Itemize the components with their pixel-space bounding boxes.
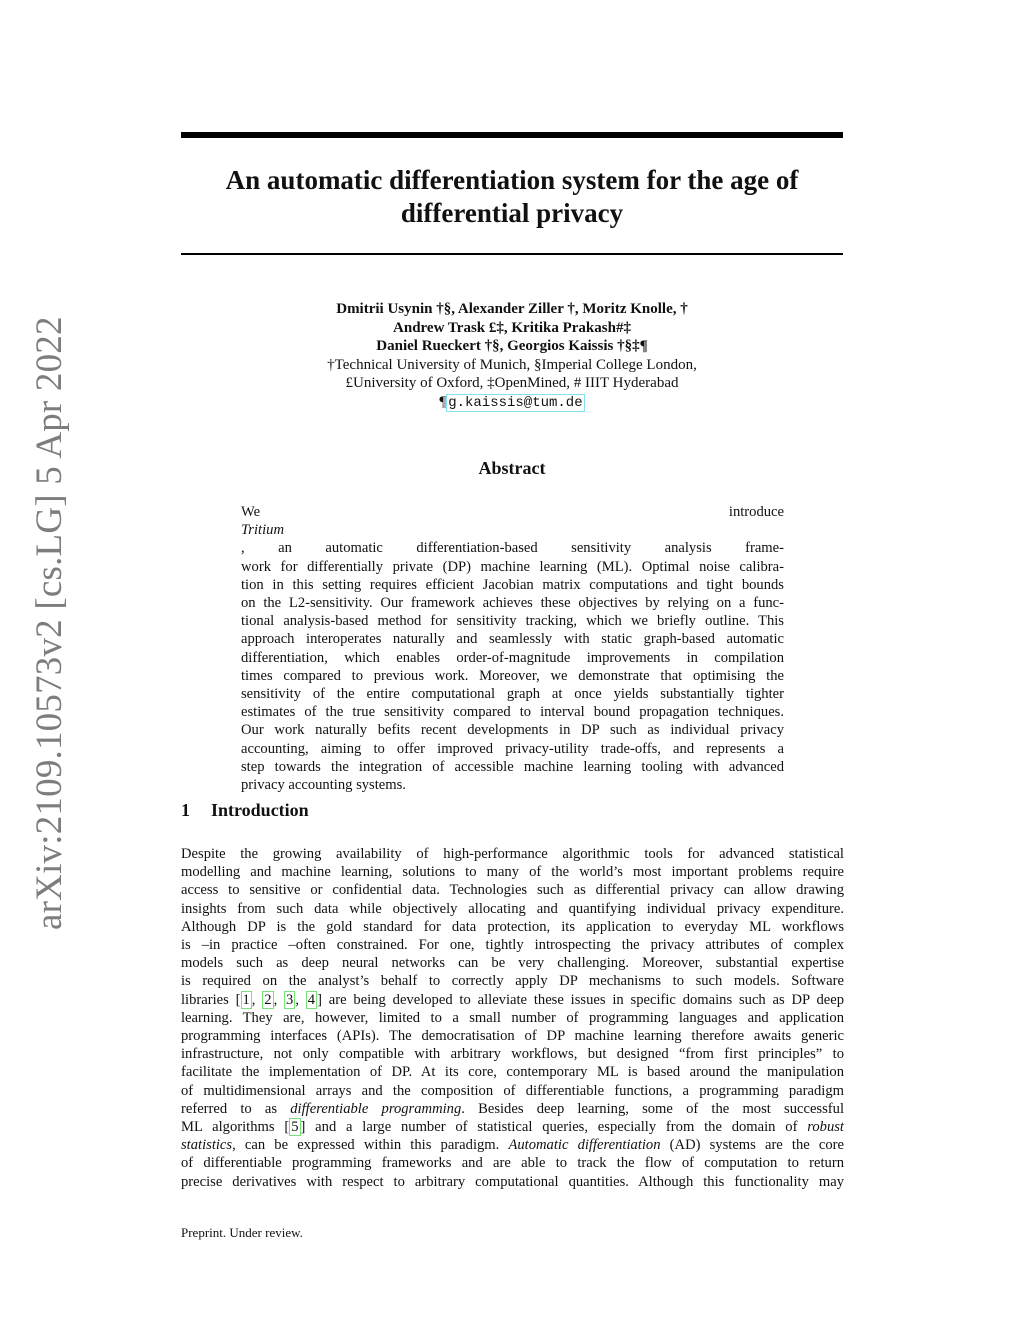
abstract-line: Our work naturally befits recent developments in DP such as individual privacy	[241, 722, 784, 739]
email-line	[181, 393, 843, 413]
abstract-line: sensitivity of the entire computational graph at once yields substantially tighter	[241, 686, 784, 703]
email-link[interactable]: g.kaissis@tum.de	[448, 394, 583, 411]
body-line: access to sensitive or confidential data. Technologies such as differential privacy can allow drawing	[181, 882, 844, 899]
abstract-line: work for differentially private (DP) machine learning (ML). Optimal noise calibra-	[241, 558, 784, 575]
citation-link[interactable]: 4	[307, 991, 316, 1008]
body-line: libraries [ 1 , 2 , 3 , 4 ] are being developed to alleviate these issues in specific domains such as DP deep	[181, 991, 845, 1008]
body-line	[181, 1118, 844, 1136]
citation-link[interactable]: 5	[291, 1119, 299, 1136]
body-line: facilitate the implementation of DP. At its core, contemporary ML is based around the manipulation	[181, 1064, 844, 1081]
text-fragment: ] are being developed to alleviate these issues in specific domains such as DP deep	[317, 991, 845, 1008]
body-line: of multidimensional arrays and the composition of differentiable functions, a programming paradigm	[181, 1082, 844, 1099]
body-line: of differentiable programming frameworks and are able to track the flow of computation to return	[181, 1155, 844, 1172]
affiliation-line: £University of Oxford, ‡OpenMined, # IIIT Hyderabad	[345, 375, 679, 392]
abstract-text-fragment: , an automatic differentiation-based sensitivity analysis frame-	[241, 540, 784, 557]
body-line: programming interfaces (APIs). The democratisation of DP machine learning therefore awaits generic	[181, 1028, 844, 1045]
text-fragment: referred to as	[181, 1100, 291, 1117]
affiliation-line: †Technical University of Munich, §Imperial College London,	[327, 356, 697, 373]
body-line: models such as deep neural networks can be very challenging. Moreover, substantial expertise	[181, 955, 844, 972]
author-line: Dmitrii Usynin †§, Alexander Ziller †, Moritz Knolle, †	[336, 301, 688, 317]
title-line: An automatic differentiation system for the age of	[225, 165, 799, 195]
body-line	[181, 1136, 844, 1154]
email-prefix: ¶	[439, 393, 447, 410]
author-line: Andrew Trask £‡, Kritika Prakash#‡	[393, 319, 631, 336]
body-line: Despite the growing availability of high-performance algorithmic tools for advanced statistical	[181, 846, 844, 862]
abstract-line: accounting, aiming to offer improved privacy-utility trade-offs, and represents a	[241, 740, 784, 757]
abstract-line: differentiation, which enables order-of-magnitude improvements in compilation	[241, 649, 784, 666]
emphasis: robust	[807, 1119, 844, 1136]
abstract-heading: Abstract	[478, 458, 546, 478]
arxiv-sidebar-stamp: arXiv:2109.10573v2 [cs.LG] 5 Apr 2022	[29, 316, 70, 930]
body-line	[181, 1100, 844, 1118]
section-number: 1	[181, 800, 190, 820]
body-line: precise derivatives with respect to arbitrary computational quantities. Although this functionality may	[181, 1173, 844, 1190]
emphasis: Automatic differentiation	[508, 1137, 661, 1154]
citation-link[interactable]: 1	[242, 991, 250, 1008]
body-line: modelling and machine learning, solutions to many of the world’s most important problems require	[181, 864, 844, 881]
citation-link[interactable]: 3	[286, 991, 294, 1008]
footer-note: Preprint. Under review.	[181, 1225, 303, 1240]
abstract-line: step towards the integration of accessible machine learning tooling with advanced	[241, 758, 784, 775]
emphasis: statistics	[181, 1137, 233, 1154]
section-title: Introduction	[211, 800, 309, 820]
text-fragment: libraries [	[181, 991, 241, 1008]
text-fragment: . Besides deep learning, some of the most successful	[461, 1100, 844, 1117]
body-line: infrastructure, not only compatible with arbitrary workflows, but designed “from first principles” to	[181, 1046, 844, 1063]
abstract-line: tional analysis-based method for sensitivity tracking, which we briefly outline. This	[241, 613, 784, 630]
abstract-text	[241, 503, 784, 794]
text-fragment: ] and a large number of statistical queries, especially from the domain of	[300, 1119, 808, 1136]
body-line: is required on the analyst’s behalf to correctly apply DP mechanisms to such models. Software	[181, 973, 844, 990]
body-text	[181, 845, 844, 1191]
abstract-line: on the L2-sensitivity. Our framework achieves these objectives by relying on a func-	[241, 595, 784, 612]
text-fragment: , can be expressed within this paradigm.	[232, 1137, 509, 1154]
abstract-line: times compared to previous work. Moreover, we demonstrate that optimising the	[241, 667, 784, 684]
abstract-line: approach interoperates naturally and seamlessly with static graph-based automatic	[241, 631, 784, 648]
citation-link[interactable]: 2	[264, 991, 272, 1008]
body-line: insights from such data while objectively allocating and quantifying individual privacy expenditure.	[181, 900, 844, 917]
body-line: is –in practice –often constrained. For one, tightly introspecting the privacy attributes of complex	[181, 937, 844, 954]
body-line: Although DP is the gold standard for data protection, its application to everyday ML workflows	[181, 918, 844, 935]
author-block	[181, 300, 843, 413]
body-line: learning. They are, however, limited to a small number of programming languages and application	[181, 1009, 844, 1026]
title-line: differential privacy	[400, 198, 624, 228]
abstract-line: privacy accounting systems.	[241, 777, 406, 794]
author-line: Daniel Rueckert †§, Georgios Kaissis †§‡¶	[376, 338, 648, 355]
abstract-line: tion in this setting requires efficient Jacobian matrix computations and tight bounds	[241, 576, 784, 593]
tritium-name: Tritium	[241, 522, 284, 539]
emphasis: differentiable programming	[290, 1100, 462, 1117]
title-rule-top	[181, 132, 843, 138]
paper-title	[181, 164, 843, 230]
text-fragment: (AD) systems are the core	[660, 1137, 845, 1154]
section-heading	[181, 800, 309, 821]
abstract-text-fragment: We introduce	[241, 504, 784, 520]
abstract-line	[241, 503, 784, 558]
abstract-line: estimates of the true sensitivity compared to interval bound propagation techniques.	[241, 704, 784, 721]
title-rule-bottom	[181, 253, 843, 255]
text-fragment: ML algorithms [	[181, 1119, 290, 1136]
